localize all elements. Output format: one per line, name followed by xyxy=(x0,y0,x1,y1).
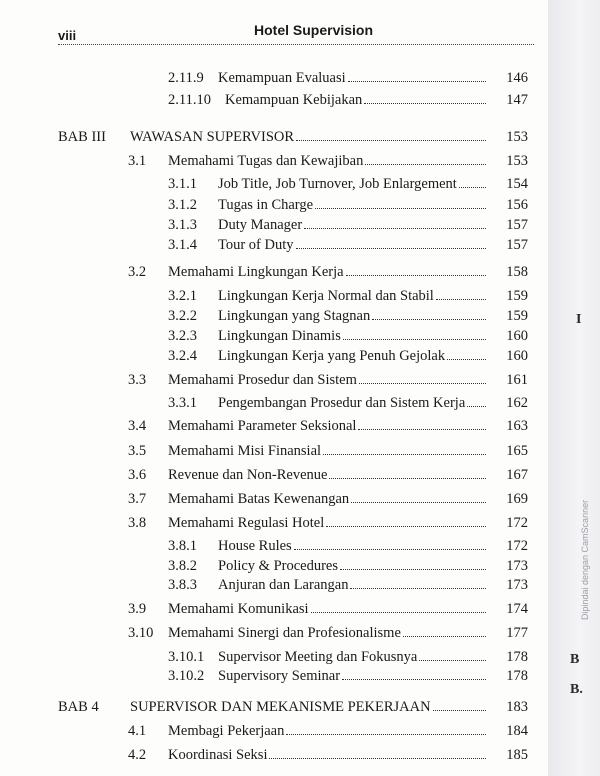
dot-leader xyxy=(294,549,486,550)
toc-title: Memahami Tugas dan Kewajiban xyxy=(168,151,490,171)
toc-title: Memahami Komunikasi xyxy=(168,599,490,619)
toc-subsection xyxy=(58,556,534,576)
toc-title: Memahami Parameter Seksional xyxy=(168,416,490,436)
toc-title: Tugas in Charge xyxy=(218,195,490,215)
toc-subsection xyxy=(58,346,534,366)
toc-page: 173 xyxy=(506,577,528,593)
toc-number: 3.7 xyxy=(128,491,147,507)
toc-title: Membagi Pekerjaan xyxy=(168,721,490,741)
toc-number: 3.2.4 xyxy=(168,348,197,364)
toc-title: Anjuran dan Larangan xyxy=(218,575,490,595)
toc-title: Tour of Duty xyxy=(218,235,490,255)
toc-number: 3.9 xyxy=(128,601,147,617)
toc-section xyxy=(58,513,534,533)
toc-page: 178 xyxy=(506,668,528,684)
dot-leader xyxy=(329,478,486,479)
toc-entry xyxy=(58,68,534,88)
dot-leader xyxy=(326,526,486,527)
edge-mark: B. xyxy=(570,682,583,697)
toc-title: Duty Manager xyxy=(218,215,490,235)
toc-page: 156 xyxy=(506,197,528,213)
toc-title: Supervisory Seminar xyxy=(218,666,490,686)
toc-title: Memahami Misi Finansial xyxy=(168,441,490,461)
toc-subsection xyxy=(58,326,534,346)
toc-subsection xyxy=(58,647,534,667)
dot-leader xyxy=(358,429,486,430)
toc-title: Lingkungan Dinamis xyxy=(218,326,490,346)
dot-leader xyxy=(304,228,486,229)
toc-number: 3.10.1 xyxy=(168,649,205,665)
toc-page: 174 xyxy=(506,601,528,617)
dot-leader xyxy=(433,710,486,711)
toc-title: Job Title, Job Turnover, Job Enlargement xyxy=(218,174,490,194)
toc-title: Memahami Batas Kewenangan xyxy=(168,489,490,509)
toc-number: 3.8.3 xyxy=(168,577,197,593)
toc-section xyxy=(58,416,534,436)
dot-leader xyxy=(364,103,486,104)
toc-number: 2.11.9 xyxy=(168,70,204,86)
toc-number: 3.8.1 xyxy=(168,538,197,554)
toc-page: 172 xyxy=(506,538,528,554)
toc-page: 157 xyxy=(506,237,528,253)
dot-leader xyxy=(340,569,486,570)
edge-mark: I xyxy=(576,312,582,327)
toc-page: 153 xyxy=(506,153,528,169)
toc-title: WAWASAN SUPERVISOR xyxy=(130,127,490,147)
dot-leader xyxy=(372,319,486,320)
toc-number: 3.6 xyxy=(128,467,147,483)
page-number: viii xyxy=(58,28,77,43)
toc-section xyxy=(58,745,534,765)
toc-page: 178 xyxy=(506,649,528,665)
dot-leader xyxy=(348,81,486,82)
toc-section xyxy=(58,721,534,741)
edge-mark: B xyxy=(570,652,580,667)
toc-title: Koordinasi Seksi xyxy=(168,745,490,765)
toc-number: 4.2 xyxy=(128,747,147,763)
toc-title: Lingkungan Kerja Normal dan Stabil xyxy=(218,286,490,306)
dot-leader xyxy=(459,187,486,188)
toc-number: 2.11.10 xyxy=(168,92,211,108)
toc-page: 147 xyxy=(506,92,528,108)
scanner-watermark: Dipindai dengan CamScanner xyxy=(580,499,590,620)
dot-leader xyxy=(343,339,486,340)
toc-number: 3.1.2 xyxy=(168,197,197,213)
toc-page: 172 xyxy=(506,515,528,531)
dot-leader xyxy=(419,660,486,661)
toc-title: Memahami Lingkungan Kerja xyxy=(168,262,490,282)
toc-chapter xyxy=(58,127,534,147)
dot-leader xyxy=(403,636,486,637)
dot-leader xyxy=(467,406,486,407)
toc-subsection xyxy=(58,215,534,235)
toc-page: 160 xyxy=(506,348,528,364)
toc-number: 3.3.1 xyxy=(168,395,197,411)
toc-title: Supervisor Meeting dan Fokusnya xyxy=(218,647,490,667)
header-rule xyxy=(58,44,534,45)
toc-page: 154 xyxy=(506,176,528,192)
toc-page: 161 xyxy=(506,372,528,388)
toc-number: 3.2 xyxy=(128,264,147,280)
toc-title: Memahami Regulasi Hotel xyxy=(168,513,490,533)
toc-page: 184 xyxy=(506,723,528,739)
toc-page: 167 xyxy=(506,467,528,483)
toc-page: 185 xyxy=(506,747,528,763)
dot-leader xyxy=(296,140,486,141)
dot-leader xyxy=(436,299,486,300)
dot-leader xyxy=(346,275,486,276)
toc-section xyxy=(58,465,534,485)
dot-leader xyxy=(323,454,486,455)
toc-number: 3.8.2 xyxy=(168,558,197,574)
toc-subsection xyxy=(58,286,534,306)
toc-subsection xyxy=(58,306,534,326)
toc-page: 158 xyxy=(506,264,528,280)
toc-number: BAB III xyxy=(58,129,106,145)
toc-number: 3.5 xyxy=(128,443,147,459)
toc-page: 159 xyxy=(506,288,528,304)
toc-section xyxy=(58,489,534,509)
toc-number: 3.8 xyxy=(128,515,147,531)
toc-subsection xyxy=(58,195,534,215)
dot-leader xyxy=(315,208,486,209)
toc-number: 3.3 xyxy=(128,372,147,388)
dot-leader xyxy=(351,502,486,503)
toc-number: 3.2.2 xyxy=(168,308,197,324)
toc-section xyxy=(58,262,534,282)
toc-page: 169 xyxy=(506,491,528,507)
toc-page: 163 xyxy=(506,418,528,434)
dot-leader xyxy=(447,359,486,360)
toc-title: Lingkungan Kerja yang Penuh Gejolak xyxy=(218,346,490,366)
dot-leader xyxy=(365,164,486,165)
dot-leader xyxy=(342,679,486,680)
toc-title: Pengembangan Prosedur dan Sistem Kerja xyxy=(218,393,490,413)
dot-leader xyxy=(311,612,486,613)
toc-number: BAB 4 xyxy=(58,699,99,715)
dot-leader xyxy=(269,758,486,759)
toc-title: Revenue dan Non-Revenue xyxy=(168,465,490,485)
toc-title: Kemampuan Evaluasi xyxy=(218,68,490,88)
toc-page: 162 xyxy=(506,395,528,411)
dot-leader xyxy=(350,588,486,589)
toc-title: Lingkungan yang Stagnan xyxy=(218,306,490,326)
toc-section xyxy=(58,151,534,171)
toc-number: 3.1 xyxy=(128,153,147,169)
toc-number: 3.4 xyxy=(128,418,147,434)
toc-subsection xyxy=(58,393,534,413)
toc-number: 3.10.2 xyxy=(168,668,205,684)
toc-subsection xyxy=(58,666,534,686)
toc-title: Kemampuan Kebijakan xyxy=(225,90,490,110)
toc-section xyxy=(58,599,534,619)
toc-subsection xyxy=(58,174,534,194)
toc-number: 4.1 xyxy=(128,723,147,739)
toc-page: 159 xyxy=(506,308,528,324)
adjacent-page-strip xyxy=(548,0,600,776)
toc-page: 157 xyxy=(506,217,528,233)
toc-title: SUPERVISOR DAN MEKANISME PEKERJAAN xyxy=(130,697,490,717)
toc-page: 183 xyxy=(506,699,528,715)
running-title: Hotel Supervision xyxy=(254,22,374,38)
toc-title: Policy & Procedures xyxy=(218,556,490,576)
toc-number: 3.1.3 xyxy=(168,217,197,233)
toc-subsection xyxy=(58,235,534,255)
dot-leader xyxy=(286,734,486,735)
toc-number: 3.1.4 xyxy=(168,237,197,253)
toc-page: 160 xyxy=(506,328,528,344)
toc-page: 165 xyxy=(506,443,528,459)
toc-chapter xyxy=(58,697,534,717)
toc-number: 3.2.3 xyxy=(168,328,197,344)
toc-number: 3.10 xyxy=(128,625,154,641)
dot-leader xyxy=(359,383,486,384)
toc-page: 177 xyxy=(506,625,528,641)
toc-number: 3.1.1 xyxy=(168,176,197,192)
toc-subsection xyxy=(58,575,534,595)
toc-section xyxy=(58,370,534,390)
toc-number: 3.2.1 xyxy=(168,288,197,304)
toc-subsection xyxy=(58,536,534,556)
page-header xyxy=(58,18,534,46)
toc-page: 146 xyxy=(506,70,528,86)
dot-leader xyxy=(296,248,486,249)
toc-section xyxy=(58,441,534,461)
toc-entry xyxy=(58,90,534,110)
toc-page: 153 xyxy=(506,129,528,145)
toc-title: Memahami Prosedur dan Sistem xyxy=(168,370,490,390)
toc-page: 173 xyxy=(506,558,528,574)
toc-section xyxy=(58,623,534,643)
toc-title: Memahami Sinergi dan Profesionalisme xyxy=(168,623,490,643)
toc-title: House Rules xyxy=(218,536,490,556)
